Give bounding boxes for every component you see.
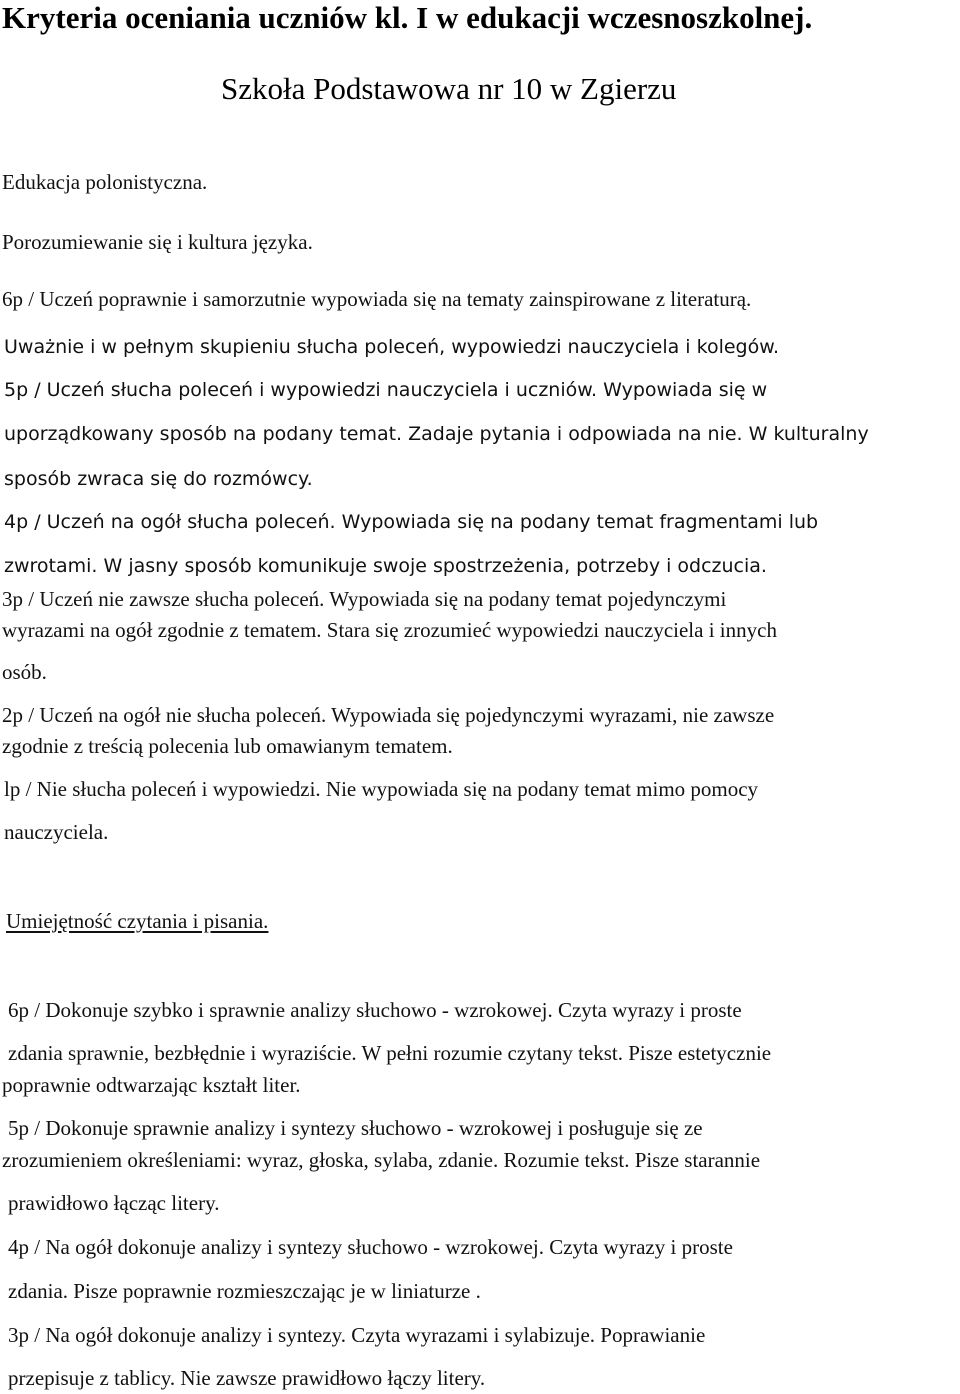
text-line: sposób zwraca się do rozmówcy. — [4, 468, 313, 490]
text-line: zdania. Pisze poprawnie rozmieszczając je w liniaturze . — [8, 1279, 481, 1303]
text-line: 2p / Uczeń na ogół nie słucha poleceń. Wypowiada się pojedynczymi wyrazami, nie zawsze — [2, 703, 775, 727]
text-line: poprawnie odtwarzając kształt liter. — [2, 1073, 301, 1097]
text-line: prawidłowo łącząc litery. — [8, 1191, 220, 1215]
text-line: 3p / Uczeń nie zawsze słucha poleceń. Wypowiada się na podany temat pojedynczymi — [2, 587, 727, 611]
subsection-heading: Porozumiewanie się i kultura języka. — [2, 230, 313, 254]
document-title: Kryteria oceniania uczniów kl. I w edukacji wczesnoszkolnej. — [2, 0, 813, 35]
text-line: nauczyciela. — [4, 820, 109, 844]
text-line: zdania sprawnie, bezbłędnie i wyraziście. W pełni rozumie czytany tekst. Pisze estetycznie — [8, 1041, 772, 1065]
text-line: wyrazami na ogół zgodnie z tematem. Stara się zrozumieć wypowiedzi nauczyciela i innych — [2, 618, 777, 642]
text-line: osób. — [2, 660, 47, 684]
document-subtitle: Szkoła Podstawowa nr 10 w Zgierzu — [221, 71, 677, 106]
text-line: lp / Nie słucha poleceń i wypowiedzi. Nie wypowiada się na podany temat mimo pomocy — [4, 777, 759, 801]
text-line: 4p / Na ogół dokonuje analizy i syntezy słuchowo - wzrokowej. Czyta wyrazy i proste — [8, 1235, 733, 1259]
text-line: 3p / Na ogół dokonuje analizy i syntezy. Czyta wyrazami i sylabizuje. Poprawianie — [8, 1323, 706, 1347]
text-line: 6p / Dokonuje szybko i sprawnie analizy słuchowo - wzrokowej. Czyta wyrazy i proste — [8, 998, 742, 1022]
text-line: zgodnie z treścią polecenia lub omawianym tematem. — [2, 734, 453, 758]
text-line: 5p / Uczeń słucha poleceń i wypowiedzi nauczyciela i uczniów. Wypowiada się w — [4, 379, 768, 401]
text-line: 6p / Uczeń poprawnie i samorzutnie wypowiada się na tematy zainspirowane z literaturą. — [2, 287, 752, 311]
text-line: 5p / Dokonuje sprawnie analizy i syntezy słuchowo - wzrokowej i posługuje się ze — [8, 1116, 703, 1140]
text-line: zrozumieniem określeniami: wyraz, głoska, sylaba, zdanie. Rozumie tekst. Pisze starannie — [2, 1148, 761, 1172]
text-line: 4p / Uczeń na ogół słucha poleceń. Wypowiada się na podany temat fragmentami lub — [4, 511, 819, 533]
text-line: zwrotami. W jasny sposób komunikuje swoje spostrzeżenia, potrzeby i odczucia. — [4, 555, 767, 577]
section-heading: Edukacja polonistyczna. — [2, 170, 208, 194]
text-line: uporządkowany sposób na podany temat. Zadaje pytania i odpowiada na nie. W kulturalny — [4, 423, 869, 445]
text-line: przepisuje z tablicy. Nie zawsze prawidłowo łączy litery. — [8, 1366, 486, 1390]
text-line: Uważnie i w pełnym skupieniu słucha poleceń, wypowiedzi nauczyciela i kolegów. — [4, 336, 780, 358]
subsection-heading-reading-writing: Umiejętność czytania i pisania. — [6, 909, 269, 933]
